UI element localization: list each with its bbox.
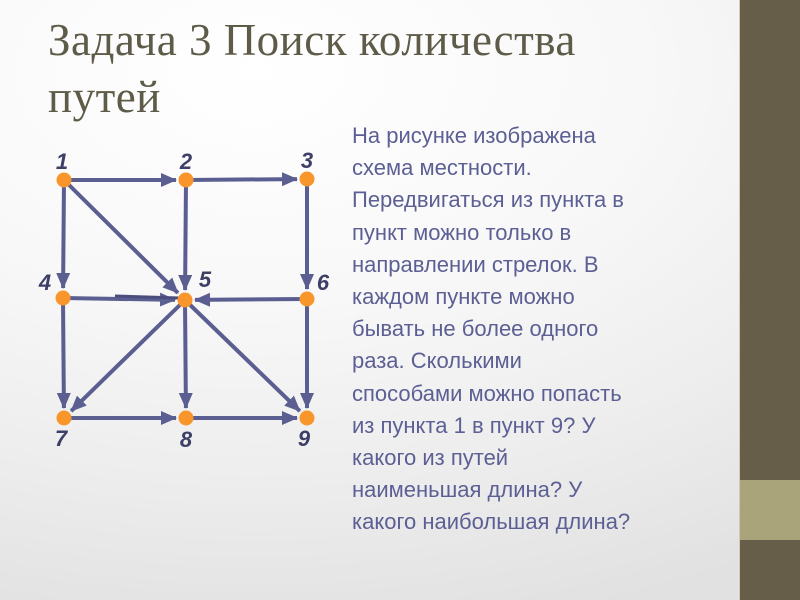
body-text-line: На рисунке изображена <box>352 123 596 148</box>
graph-node-label-9: 9 <box>297 426 311 451</box>
graph-edge-1-5 <box>64 180 178 293</box>
body-text-line: из пункта 1 в пункт 9? У <box>352 412 596 438</box>
body-text-line: какого из путей <box>352 445 509 471</box>
body-text-line: схема местности. <box>352 155 532 181</box>
graph-node-label-6: 6 <box>316 270 330 295</box>
graph-edge-1-4 <box>63 180 64 288</box>
graph-node-label-3: 3 <box>300 148 314 173</box>
sidebar-stripe <box>739 0 800 600</box>
path-graph-diagram <box>16 138 356 468</box>
body-text-line: наименьшая длина? У <box>352 477 583 503</box>
sidebar-accent-block <box>740 480 800 540</box>
graph-node-label-5: 5 <box>198 267 212 292</box>
slide-title-line2: путей <box>48 71 161 122</box>
problem-text <box>352 120 752 539</box>
graph-node-7 <box>57 411 72 426</box>
graph-edge-2-5 <box>185 180 186 290</box>
graph-node-label-8: 8 <box>179 427 193 452</box>
slide-title <box>48 12 708 125</box>
body-text-line: бывать не более одного <box>352 316 599 342</box>
graph-node-3 <box>300 172 315 187</box>
graph-edge-6-5 <box>195 299 307 300</box>
graph-node-8 <box>179 411 194 426</box>
body-text-line: Передвигаться из пункта в <box>352 187 624 213</box>
edge-overlay-artifact <box>115 296 179 298</box>
body-text-line: какого наибольшая длина? <box>352 509 631 535</box>
graph-node-label-7: 7 <box>54 426 68 451</box>
body-text-line: способами можно попасть <box>352 380 622 406</box>
body-text-line: направлении стрелок. В <box>352 251 599 277</box>
graph-node-1 <box>57 173 72 188</box>
graph-node-4 <box>56 291 71 306</box>
graph-edge-2-3 <box>186 179 297 180</box>
graph-edge-5-9 <box>185 300 300 411</box>
graph-edge-4-7 <box>63 298 64 408</box>
graph-node-label-1: 1 <box>55 149 69 174</box>
graph-node-6 <box>300 292 315 307</box>
graph-edge-5-8 <box>185 300 186 408</box>
body-text-line: раза. Сколькими <box>352 348 522 374</box>
body-text-line: каждом пункте можно <box>352 284 575 310</box>
graph-node-9 <box>300 411 315 426</box>
graph-edge-5-7 <box>71 300 185 411</box>
body-text-line: пункт можно только в <box>352 219 572 245</box>
slide-title-line1: Задача 3 Поиск количества <box>48 15 576 65</box>
graph-node-label-4: 4 <box>38 270 52 295</box>
graph-node-label-2: 2 <box>179 149 193 174</box>
graph-node-2 <box>179 173 194 188</box>
graph-node-5 <box>178 293 193 308</box>
